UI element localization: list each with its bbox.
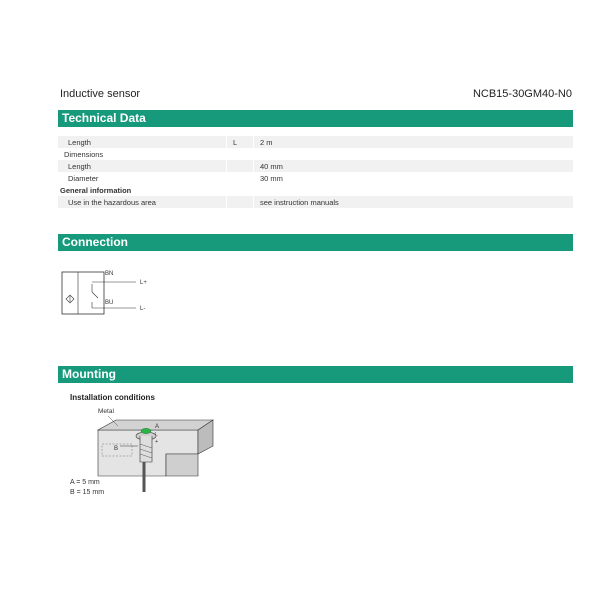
wire-bu-terminal: L- bbox=[140, 306, 146, 312]
dimension-b-label: B bbox=[114, 446, 119, 452]
spec-label: Length bbox=[58, 136, 227, 148]
spec-label: Use in the hazardous area bbox=[58, 196, 227, 208]
spec-row bbox=[58, 148, 573, 160]
dimension-l-label: L bbox=[155, 432, 159, 438]
spec-value: 30 mm bbox=[260, 173, 283, 183]
section-technical-data: Technical Data bbox=[58, 110, 573, 127]
connection-diagram bbox=[58, 262, 198, 332]
spec-row bbox=[58, 160, 573, 172]
spec-value bbox=[254, 148, 574, 160]
product-type: Inductive sensor bbox=[60, 88, 141, 100]
spec-group-row bbox=[58, 184, 573, 196]
sensor-symbol-icon bbox=[66, 295, 74, 303]
switch-contact-icon bbox=[92, 284, 98, 308]
spec-symbol bbox=[227, 148, 254, 160]
spec-value: see instruction manuals bbox=[254, 196, 574, 208]
installation-conditions-title: Installation conditions bbox=[70, 393, 155, 402]
spec-symbol bbox=[227, 184, 254, 196]
spec-row bbox=[58, 136, 573, 148]
metal-label: Metal bbox=[98, 408, 114, 415]
spec-table bbox=[58, 136, 573, 208]
sensor-face-icon bbox=[141, 428, 151, 433]
spec-label: Diameter bbox=[68, 173, 99, 183]
spec-value: 2 m bbox=[254, 136, 574, 148]
spec-symbol bbox=[227, 172, 254, 184]
section-connection: Connection bbox=[58, 234, 573, 251]
dimension-a-label: A bbox=[155, 424, 160, 430]
note-dimension-a: A = 5 mm bbox=[70, 479, 100, 486]
spec-symbol: L bbox=[227, 136, 254, 148]
spec-symbol bbox=[227, 196, 254, 208]
wire-bn-terminal: L+ bbox=[140, 280, 147, 286]
spec-value: 40 mm bbox=[254, 160, 574, 172]
spec-group-label: General information bbox=[58, 184, 227, 196]
spec-row bbox=[58, 196, 573, 208]
spec-symbol bbox=[227, 160, 254, 172]
spec-value bbox=[254, 184, 574, 196]
note-dimension-b: B = 15 mm bbox=[70, 489, 105, 496]
spec-row bbox=[58, 172, 573, 184]
wire-bn-label: BN bbox=[105, 271, 114, 277]
section-mounting: Mounting bbox=[58, 366, 573, 383]
spec-label: Dimensions bbox=[64, 149, 104, 159]
spec-label: Length bbox=[58, 160, 227, 172]
model-number: NCB15-30GM40-N0 bbox=[472, 88, 572, 100]
plus-label: + bbox=[155, 439, 159, 445]
wire-bu-label: BU bbox=[105, 300, 114, 306]
